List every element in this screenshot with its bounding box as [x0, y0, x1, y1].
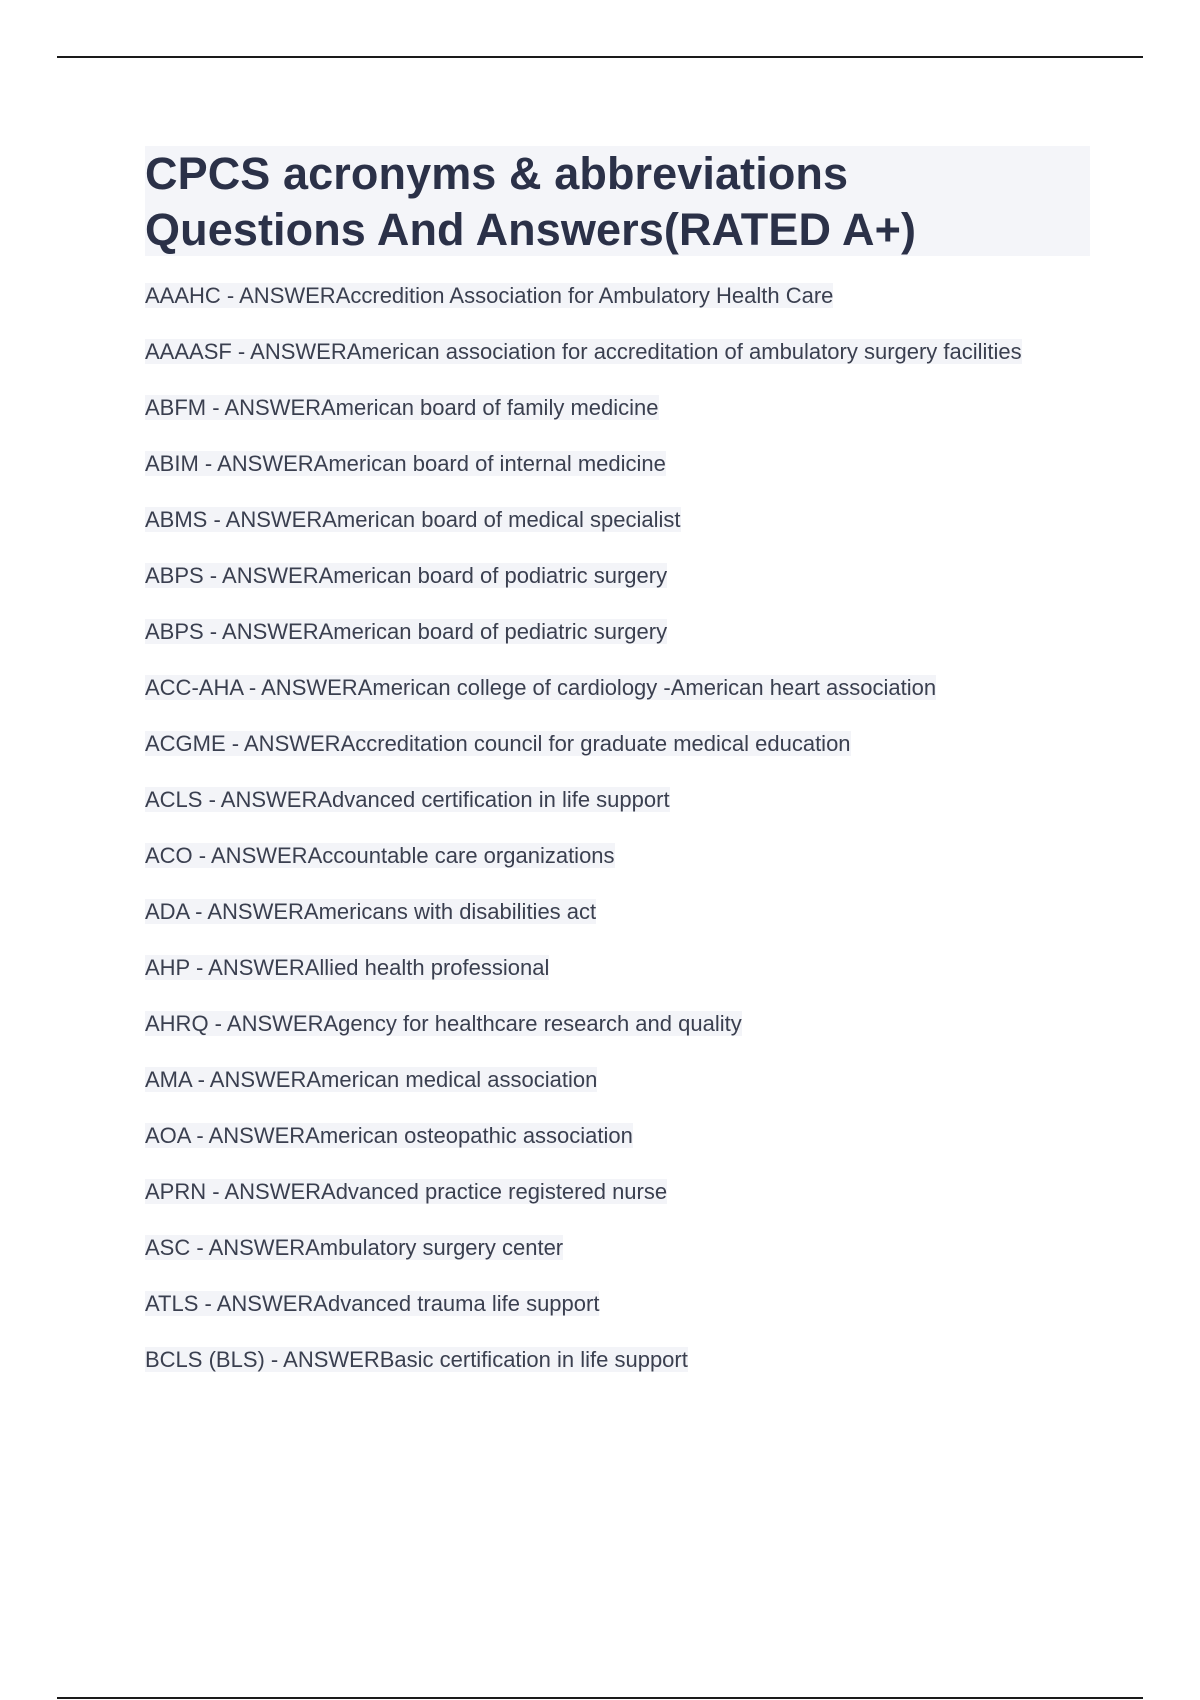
list-item	[145, 1066, 1045, 1094]
list-item	[145, 282, 1045, 310]
list-item	[145, 730, 1045, 758]
entry-text: ASC - ANSWERAmbulatory surgery center	[145, 1235, 564, 1260]
entry-text: ATLS - ANSWERAdvanced trauma life support	[145, 1291, 600, 1316]
entry-text: AMA - ANSWERAmerican medical association	[145, 1067, 598, 1092]
entry-text: ACC-AHA - ANSWERAmerican college of cardiology -American heart association	[145, 675, 937, 700]
entry-text: ACLS - ANSWERAdvanced certification in life support	[145, 787, 670, 812]
entry-text: ABMS - ANSWERAmerican board of medical specialist	[145, 507, 681, 532]
entry-text: AHP - ANSWERAllied health professional	[145, 955, 550, 980]
list-item	[145, 898, 1045, 926]
list-item	[145, 1178, 1045, 1206]
list-item	[145, 506, 1045, 534]
entry-text: ABIM - ANSWERAmerican board of internal medicine	[145, 451, 666, 476]
list-item	[145, 618, 1045, 646]
entry-text: APRN - ANSWERAdvanced practice registered nurse	[145, 1179, 668, 1204]
list-item	[145, 842, 1045, 870]
entry-list	[145, 282, 1045, 1402]
entry-text: BCLS (BLS) - ANSWERBasic certification in life support	[145, 1347, 688, 1372]
list-item	[145, 1010, 1045, 1038]
title-block	[145, 146, 1090, 256]
list-item	[145, 338, 1045, 366]
list-item	[145, 1346, 1045, 1374]
entry-text: AHRQ - ANSWERAgency for healthcare research and quality	[145, 1011, 742, 1036]
entry-text: ABFM - ANSWERAmerican board of family medicine	[145, 395, 659, 420]
entry-text: ACO - ANSWERAccountable care organizations	[145, 843, 615, 868]
list-item	[145, 1234, 1045, 1262]
list-item	[145, 786, 1045, 814]
list-item	[145, 954, 1045, 982]
title-line-2: Questions And Answers(RATED A+)	[145, 204, 917, 255]
entry-text: AOA - ANSWERAmerican osteopathic association	[145, 1123, 633, 1148]
list-item	[145, 450, 1045, 478]
list-item	[145, 562, 1045, 590]
list-item	[145, 1290, 1045, 1318]
entry-text: ABPS - ANSWERAmerican board of pediatric surgery	[145, 619, 668, 644]
list-item	[145, 1122, 1045, 1150]
list-item	[145, 674, 1045, 702]
footer-rule	[57, 1697, 1143, 1699]
entry-text: AAAHC - ANSWERAccredition Association for Ambulatory Health Care	[145, 283, 834, 308]
entry-text: AAAASF - ANSWERAmerican association for accreditation of ambulatory surgery facilities	[145, 339, 1022, 364]
entry-text: ADA - ANSWERAmericans with disabilities act	[145, 899, 597, 924]
header-rule	[57, 56, 1143, 58]
title-line-1: CPCS acronyms & abbreviations	[145, 148, 849, 199]
document-title	[145, 146, 1090, 258]
entry-text: ABPS - ANSWERAmerican board of podiatric surgery	[145, 563, 668, 588]
entry-text: ACGME - ANSWERAccreditation council for graduate medical education	[145, 731, 851, 756]
list-item	[145, 394, 1045, 422]
